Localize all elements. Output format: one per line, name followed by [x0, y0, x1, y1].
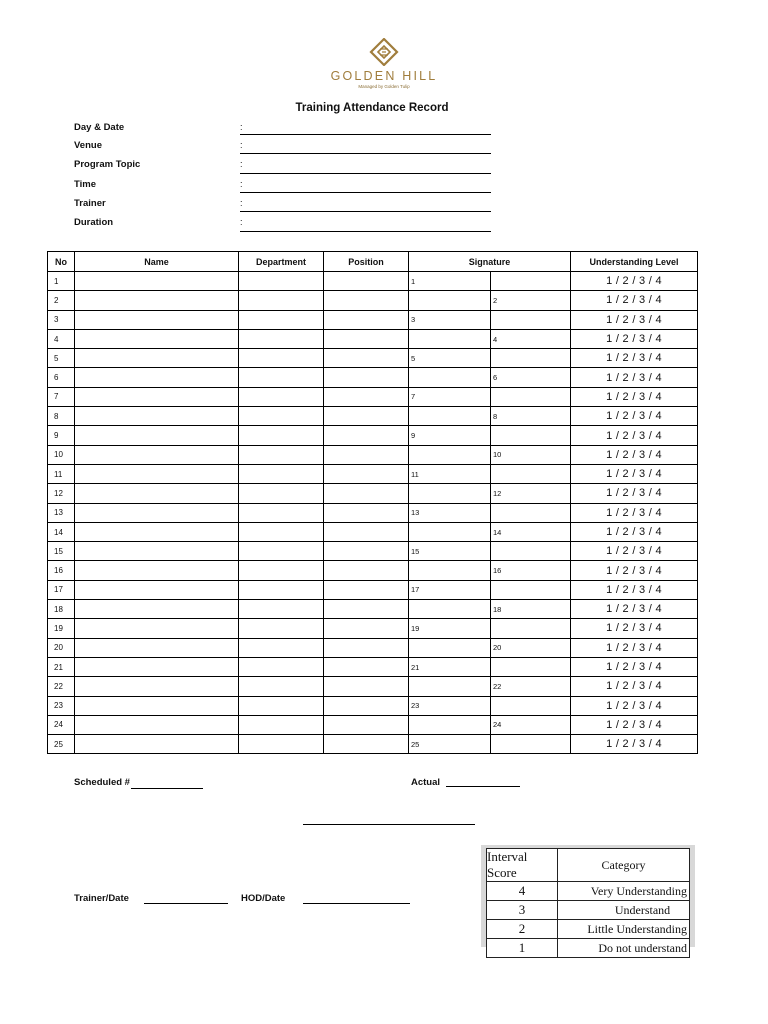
- col-header-understanding-level: Understanding Level: [571, 252, 698, 272]
- field-colon: :: [240, 198, 243, 208]
- field-program-topic: [74, 159, 494, 175]
- department-cell[interactable]: [239, 329, 324, 348]
- signature-cell-left[interactable]: 9: [409, 426, 491, 445]
- signature-cell-left[interactable]: [409, 407, 491, 426]
- score-legend-table: [486, 848, 690, 958]
- understanding-level-cell[interactable]: 1 / 2 / 3 / 4: [571, 464, 698, 483]
- understanding-level-cell[interactable]: 1 / 2 / 3 / 4: [571, 368, 698, 387]
- understanding-level-cell[interactable]: 1 / 2 / 3 / 4: [571, 329, 698, 348]
- name-cell[interactable]: [75, 638, 239, 657]
- row-number: 7: [48, 387, 75, 406]
- department-cell[interactable]: [239, 561, 324, 580]
- position-cell[interactable]: [324, 445, 409, 464]
- row-number: 11: [48, 464, 75, 483]
- row-number: 10: [48, 445, 75, 464]
- department-cell[interactable]: [239, 291, 324, 310]
- attendance-table: [47, 251, 698, 754]
- actual-input-line[interactable]: [446, 786, 520, 787]
- department-cell[interactable]: [239, 522, 324, 541]
- name-cell[interactable]: [75, 349, 239, 368]
- col-header-department: Department: [239, 252, 324, 272]
- signature-cell-right[interactable]: [491, 619, 571, 638]
- scheduled-input-line[interactable]: [131, 788, 203, 789]
- field-duration: [74, 217, 494, 233]
- understanding-level-cell[interactable]: 1 / 2 / 3 / 4: [571, 580, 698, 599]
- table-row: [48, 291, 698, 310]
- table-row: [48, 464, 698, 483]
- signature-cell-right[interactable]: 10: [491, 445, 571, 464]
- field-colon: :: [240, 179, 243, 189]
- position-cell[interactable]: [324, 503, 409, 522]
- signature-cell-left[interactable]: [409, 291, 491, 310]
- row-number: 5: [48, 349, 75, 368]
- department-cell[interactable]: [239, 542, 324, 561]
- row-number: 14: [48, 522, 75, 541]
- position-cell[interactable]: [324, 619, 409, 638]
- row-number: 13: [48, 503, 75, 522]
- signature-cell-left[interactable]: 11: [409, 464, 491, 483]
- name-cell[interactable]: [75, 619, 239, 638]
- page-title: Training Attendance Record: [295, 102, 449, 114]
- legend-category: Very Understanding: [558, 882, 690, 901]
- table-row: [48, 272, 698, 291]
- table-row: [48, 677, 698, 696]
- logo: [0, 38, 768, 89]
- signature-cell-right[interactable]: 18: [491, 600, 571, 619]
- table-row: [48, 696, 698, 715]
- signature-cell-left[interactable]: [409, 561, 491, 580]
- department-cell[interactable]: [239, 426, 324, 445]
- field-label: Trainer: [74, 198, 106, 209]
- understanding-level-cell[interactable]: 1 / 2 / 3 / 4: [571, 657, 698, 676]
- field-label: Duration: [74, 217, 114, 228]
- logo-tagline: Managed by Golden Tulip: [358, 84, 410, 89]
- understanding-level-cell[interactable]: 1 / 2 / 3 / 4: [571, 426, 698, 445]
- name-cell[interactable]: [75, 445, 239, 464]
- understanding-level-cell[interactable]: 1 / 2 / 3 / 4: [571, 696, 698, 715]
- col-header-no: No: [48, 252, 75, 272]
- signature-cell-left[interactable]: 5: [409, 349, 491, 368]
- trainer-date-label: Trainer/Date: [74, 893, 129, 904]
- signature-cell-left[interactable]: 15: [409, 542, 491, 561]
- legend-row: [487, 882, 690, 901]
- field-label: Venue: [74, 140, 102, 151]
- row-number: 23: [48, 696, 75, 715]
- position-cell[interactable]: [324, 310, 409, 329]
- signature-cell-right[interactable]: 24: [491, 715, 571, 734]
- signature-cell-left[interactable]: [409, 329, 491, 348]
- day-date-input-line[interactable]: [240, 134, 491, 135]
- signature-cell-right[interactable]: 4: [491, 329, 571, 348]
- row-number: 3: [48, 310, 75, 329]
- table-row: [48, 522, 698, 541]
- row-number: 4: [48, 329, 75, 348]
- field-day-date: [74, 122, 494, 138]
- signature-cell-right[interactable]: 20: [491, 638, 571, 657]
- table-row: [48, 329, 698, 348]
- legend-row: [487, 939, 690, 958]
- department-cell[interactable]: [239, 696, 324, 715]
- signature-cell-right[interactable]: 6: [491, 368, 571, 387]
- table-row: [48, 310, 698, 329]
- department-cell[interactable]: [239, 580, 324, 599]
- signature-cell-right[interactable]: 14: [491, 522, 571, 541]
- golden-hill-emblem-icon: [366, 38, 402, 66]
- signature-cell-left[interactable]: [409, 445, 491, 464]
- signature-cell-right[interactable]: [491, 696, 571, 715]
- name-cell[interactable]: [75, 600, 239, 619]
- duration-input-line[interactable]: [240, 231, 491, 232]
- signature-cell-right[interactable]: [491, 580, 571, 599]
- understanding-level-cell[interactable]: 1 / 2 / 3 / 4: [571, 291, 698, 310]
- position-cell[interactable]: [324, 464, 409, 483]
- signature-cell-left[interactable]: 3: [409, 310, 491, 329]
- department-cell[interactable]: [239, 310, 324, 329]
- table-row: [48, 735, 698, 754]
- department-cell[interactable]: [239, 368, 324, 387]
- position-cell[interactable]: [324, 542, 409, 561]
- understanding-level-cell[interactable]: 1 / 2 / 3 / 4: [571, 735, 698, 754]
- department-cell[interactable]: [239, 715, 324, 734]
- row-number: 12: [48, 484, 75, 503]
- name-cell[interactable]: [75, 464, 239, 483]
- understanding-level-cell[interactable]: 1 / 2 / 3 / 4: [571, 561, 698, 580]
- understanding-level-cell[interactable]: 1 / 2 / 3 / 4: [571, 484, 698, 503]
- department-cell[interactable]: [239, 657, 324, 676]
- understanding-level-cell[interactable]: 1 / 2 / 3 / 4: [571, 677, 698, 696]
- col-header-signature: Signature: [409, 252, 571, 272]
- legend-score: 1: [487, 939, 558, 958]
- signature-cell-right[interactable]: [491, 387, 571, 406]
- name-cell[interactable]: [75, 387, 239, 406]
- name-cell[interactable]: [75, 561, 239, 580]
- name-cell[interactable]: [75, 368, 239, 387]
- position-cell[interactable]: [324, 696, 409, 715]
- row-number: 18: [48, 600, 75, 619]
- department-cell[interactable]: [239, 619, 324, 638]
- signature-cell-right[interactable]: [491, 464, 571, 483]
- logo-brand: GOLDEN HILL: [330, 69, 438, 83]
- table-row: [48, 542, 698, 561]
- understanding-level-cell[interactable]: 1 / 2 / 3 / 4: [571, 445, 698, 464]
- signature-cell-right[interactable]: [491, 735, 571, 754]
- table-row: [48, 349, 698, 368]
- signature-cell-left[interactable]: [409, 484, 491, 503]
- signature-cell-left[interactable]: 7: [409, 387, 491, 406]
- signature-cell-right[interactable]: 8: [491, 407, 571, 426]
- understanding-level-cell[interactable]: 1 / 2 / 3 / 4: [571, 715, 698, 734]
- trainer-input-line[interactable]: [240, 211, 491, 212]
- position-cell[interactable]: [324, 368, 409, 387]
- name-cell[interactable]: [75, 484, 239, 503]
- signature-cell-right[interactable]: [491, 349, 571, 368]
- department-cell[interactable]: [239, 484, 324, 503]
- understanding-level-cell[interactable]: 1 / 2 / 3 / 4: [571, 619, 698, 638]
- position-cell[interactable]: [324, 600, 409, 619]
- name-cell[interactable]: [75, 310, 239, 329]
- table-row: [48, 445, 698, 464]
- name-cell[interactable]: [75, 715, 239, 734]
- table-row: [48, 407, 698, 426]
- signature-cell-left[interactable]: [409, 522, 491, 541]
- name-cell[interactable]: [75, 580, 239, 599]
- row-number: 1: [48, 272, 75, 291]
- name-cell[interactable]: [75, 503, 239, 522]
- signature-cell-left[interactable]: [409, 715, 491, 734]
- signature-cell-left[interactable]: 13: [409, 503, 491, 522]
- field-colon: :: [240, 140, 243, 150]
- name-cell[interactable]: [75, 426, 239, 445]
- position-cell[interactable]: [324, 522, 409, 541]
- center-signature-line[interactable]: [303, 824, 475, 825]
- signature-cell-left[interactable]: [409, 677, 491, 696]
- signature-cell-left[interactable]: [409, 638, 491, 657]
- table-row: [48, 638, 698, 657]
- legend-category: Do not understand: [558, 939, 690, 958]
- department-cell[interactable]: [239, 677, 324, 696]
- signature-cell-right[interactable]: 16: [491, 561, 571, 580]
- legend-category: Understand: [558, 901, 690, 920]
- row-number: 22: [48, 677, 75, 696]
- signature-cell-right[interactable]: 22: [491, 677, 571, 696]
- name-cell[interactable]: [75, 542, 239, 561]
- position-cell[interactable]: [324, 407, 409, 426]
- table-row: [48, 600, 698, 619]
- table-row: [48, 368, 698, 387]
- name-cell[interactable]: [75, 272, 239, 291]
- department-cell[interactable]: [239, 387, 324, 406]
- table-row: [48, 657, 698, 676]
- signature-cell-left[interactable]: 21: [409, 657, 491, 676]
- understanding-level-cell[interactable]: 1 / 2 / 3 / 4: [571, 522, 698, 541]
- legend-score: 3: [487, 901, 558, 920]
- signature-cell-left[interactable]: 19: [409, 619, 491, 638]
- understanding-level-cell[interactable]: 1 / 2 / 3 / 4: [571, 600, 698, 619]
- row-number: 17: [48, 580, 75, 599]
- understanding-level-cell[interactable]: 1 / 2 / 3 / 4: [571, 638, 698, 657]
- name-cell[interactable]: [75, 677, 239, 696]
- name-cell[interactable]: [75, 329, 239, 348]
- signature-cell-left[interactable]: 17: [409, 580, 491, 599]
- field-colon: :: [240, 122, 243, 132]
- legend-header-score: Interval Score: [487, 849, 558, 882]
- department-cell[interactable]: [239, 407, 324, 426]
- department-cell[interactable]: [239, 464, 324, 483]
- position-cell[interactable]: [324, 484, 409, 503]
- department-cell[interactable]: [239, 445, 324, 464]
- signature-cell-right[interactable]: 2: [491, 291, 571, 310]
- signature-cell-right[interactable]: [491, 426, 571, 445]
- attendance-table-body: [48, 272, 698, 754]
- department-cell[interactable]: [239, 600, 324, 619]
- department-cell[interactable]: [239, 272, 324, 291]
- signature-cell-right[interactable]: [491, 657, 571, 676]
- table-row: [48, 503, 698, 522]
- row-number: 19: [48, 619, 75, 638]
- field-time: [74, 179, 494, 195]
- field-venue: [74, 140, 494, 156]
- position-cell[interactable]: [324, 329, 409, 348]
- field-colon: :: [240, 159, 243, 169]
- table-row: [48, 619, 698, 638]
- row-number: 20: [48, 638, 75, 657]
- row-number: 2: [48, 291, 75, 310]
- legend-row: [487, 901, 690, 920]
- signature-cell-right[interactable]: [491, 310, 571, 329]
- program-topic-input-line[interactable]: [240, 173, 491, 174]
- department-cell[interactable]: [239, 349, 324, 368]
- understanding-level-cell[interactable]: 1 / 2 / 3 / 4: [571, 349, 698, 368]
- col-header-name: Name: [75, 252, 239, 272]
- understanding-level-cell[interactable]: 1 / 2 / 3 / 4: [571, 310, 698, 329]
- signature-cell-left[interactable]: 23: [409, 696, 491, 715]
- signature-cell-right[interactable]: [491, 542, 571, 561]
- table-row: [48, 561, 698, 580]
- position-cell[interactable]: [324, 657, 409, 676]
- field-label: Program Topic: [74, 159, 141, 170]
- time-input-line[interactable]: [240, 192, 491, 193]
- hod-date-label: HOD/Date: [241, 893, 286, 904]
- col-header-position: Position: [324, 252, 409, 272]
- position-cell[interactable]: [324, 677, 409, 696]
- legend-row: [487, 920, 690, 939]
- position-cell[interactable]: [324, 561, 409, 580]
- legend-header-row: [487, 849, 690, 882]
- legend-score: 4: [487, 882, 558, 901]
- position-cell[interactable]: [324, 387, 409, 406]
- name-cell[interactable]: [75, 735, 239, 754]
- table-row: [48, 715, 698, 734]
- venue-input-line[interactable]: [240, 153, 491, 154]
- name-cell[interactable]: [75, 407, 239, 426]
- position-cell[interactable]: [324, 349, 409, 368]
- understanding-level-cell[interactable]: 1 / 2 / 3 / 4: [571, 503, 698, 522]
- score-legend: [481, 845, 695, 955]
- understanding-level-cell[interactable]: 1 / 2 / 3 / 4: [571, 272, 698, 291]
- understanding-level-cell[interactable]: 1 / 2 / 3 / 4: [571, 407, 698, 426]
- name-cell[interactable]: [75, 657, 239, 676]
- department-cell[interactable]: [239, 735, 324, 754]
- position-cell[interactable]: [324, 580, 409, 599]
- name-cell[interactable]: [75, 696, 239, 715]
- table-row: [48, 580, 698, 599]
- row-number: 15: [48, 542, 75, 561]
- table-row: [48, 387, 698, 406]
- department-cell[interactable]: [239, 638, 324, 657]
- field-label: Day & Date: [74, 122, 125, 133]
- row-number: 24: [48, 715, 75, 734]
- trainer-date-input-line[interactable]: [144, 903, 228, 904]
- table-row: [48, 484, 698, 503]
- row-number: 9: [48, 426, 75, 445]
- row-number: 8: [48, 407, 75, 426]
- position-cell[interactable]: [324, 426, 409, 445]
- legend-header-category: Category: [558, 849, 690, 882]
- hod-date-input-line[interactable]: [303, 903, 410, 904]
- position-cell[interactable]: [324, 272, 409, 291]
- understanding-level-cell[interactable]: 1 / 2 / 3 / 4: [571, 387, 698, 406]
- signature-cell-right[interactable]: [491, 503, 571, 522]
- position-cell[interactable]: [324, 735, 409, 754]
- signature-cell-left[interactable]: [409, 368, 491, 387]
- department-cell[interactable]: [239, 503, 324, 522]
- position-cell[interactable]: [324, 715, 409, 734]
- row-number: 16: [48, 561, 75, 580]
- row-number: 25: [48, 735, 75, 754]
- signature-cell-left[interactable]: 25: [409, 735, 491, 754]
- name-cell[interactable]: [75, 522, 239, 541]
- field-colon: :: [240, 217, 243, 227]
- signature-cell-left[interactable]: [409, 600, 491, 619]
- signature-cell-left[interactable]: 1: [409, 272, 491, 291]
- signature-cell-right[interactable]: 12: [491, 484, 571, 503]
- legend-score: 2: [487, 920, 558, 939]
- field-label: Time: [74, 179, 97, 190]
- position-cell[interactable]: [324, 638, 409, 657]
- scheduled-label: Scheduled #: [74, 777, 130, 788]
- name-cell[interactable]: [75, 291, 239, 310]
- field-trainer: [74, 198, 494, 214]
- row-number: 6: [48, 368, 75, 387]
- row-number: 21: [48, 657, 75, 676]
- table-row: [48, 426, 698, 445]
- table-header-row: [48, 252, 698, 272]
- legend-category: Little Understanding: [558, 920, 690, 939]
- position-cell[interactable]: [324, 291, 409, 310]
- actual-label: Actual: [411, 777, 441, 788]
- understanding-level-cell[interactable]: 1 / 2 / 3 / 4: [571, 542, 698, 561]
- signature-cell-right[interactable]: [491, 272, 571, 291]
